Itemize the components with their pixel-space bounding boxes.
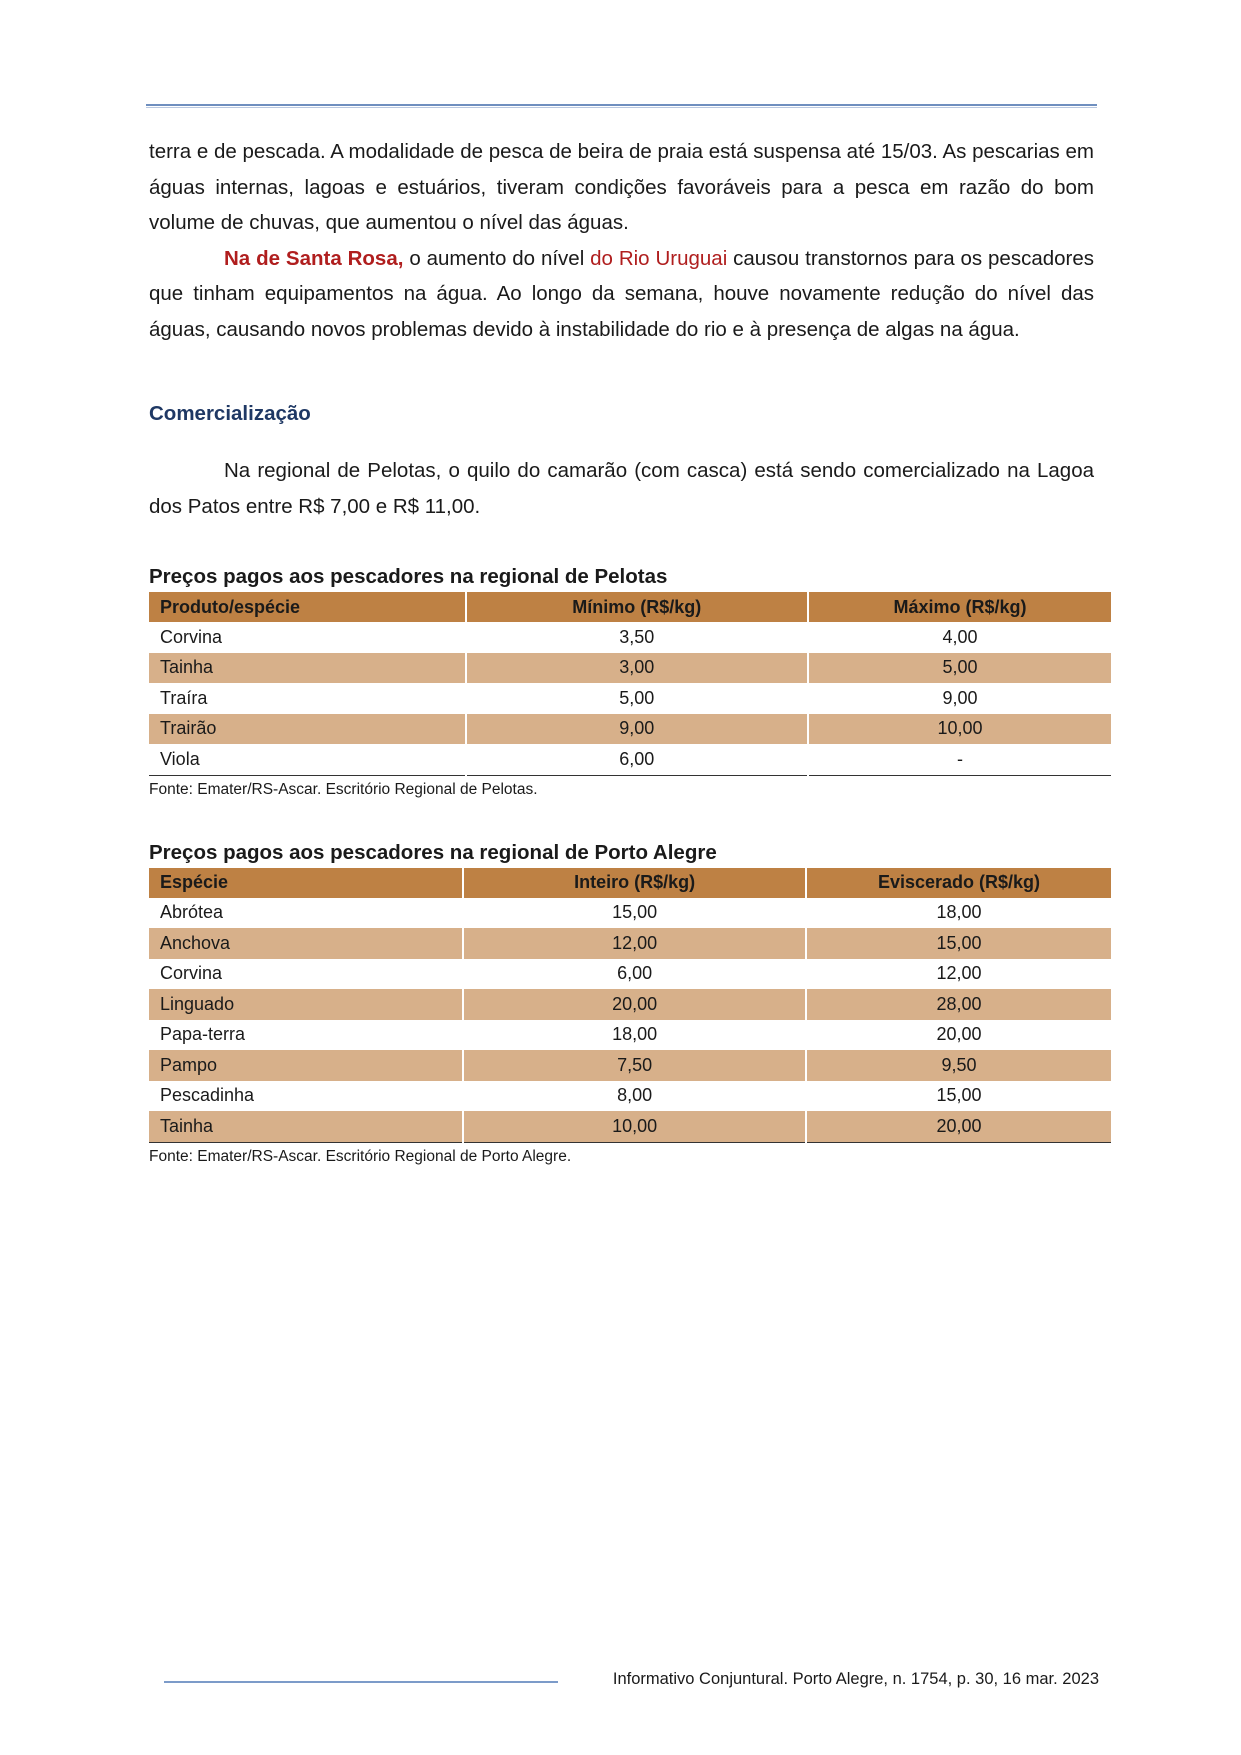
table-row (149, 898, 1111, 929)
cell-max: 9,00 (942, 687, 978, 708)
cell-species: Trairão (149, 714, 466, 745)
cell-species: Corvina (149, 959, 463, 990)
cell-species: Pampo (149, 1050, 463, 1081)
table-row (149, 714, 1111, 745)
cell-species: Anchova (149, 928, 463, 959)
pelotas-price-table (149, 592, 1111, 776)
table1-title: Preços pagos aos pescadores na regional de Pelotas (149, 565, 668, 588)
table-header-row (149, 592, 1111, 622)
cell-whole: 18,00 (463, 1020, 806, 1051)
table-row (149, 928, 1111, 959)
cell-species: Papa-terra (149, 1020, 463, 1051)
column-header-whole: Inteiro (R$/kg) (463, 868, 806, 898)
table-row (149, 653, 1111, 684)
page-content (149, 134, 1094, 1167)
cell-whole: 20,00 (463, 989, 806, 1020)
cell-min: 6,00 (466, 744, 808, 775)
paragraph-1: terra e de pescada. A modalidade de pesca de beira de praia está suspensa até 15/03. As pescarias em águas internas, lagoas e estuários, tiveram condições favoráveis para a pesca em razão do bom volume de chuvas, que aumentou o nível das águas. (149, 140, 1094, 234)
cell-species: Corvina (149, 622, 466, 653)
cell-whole: 10,00 (463, 1111, 806, 1142)
cell-gutted: 12,00 (936, 963, 982, 984)
table-row (149, 959, 1111, 990)
table2-source: Fonte: Emater/RS-Ascar. Escritório Regional de Porto Alegre. (149, 1147, 572, 1165)
paragraph-2-rest: causou transtornos para os pescadores que tinham equipamentos na água. Ao longo da semana, houve novamente redução do nível das águas, causando novos problemas devido à instabilidade do rio e à presença de algas na água. (149, 246, 1094, 341)
cell-min: 3,00 (466, 653, 808, 684)
cell-species: Linguado (149, 989, 463, 1020)
table-row (149, 989, 1111, 1020)
cell-max: 4,00 (942, 626, 978, 647)
rio-uruguai-text: do Rio Uruguai (590, 246, 728, 270)
table-row (149, 744, 1111, 775)
cell-whole: 12,00 (463, 928, 806, 959)
cell-gutted: 9,50 (806, 1050, 1111, 1081)
table-row (149, 683, 1111, 714)
porto-alegre-price-table (149, 868, 1111, 1143)
cell-min: 5,00 (466, 683, 808, 714)
cell-max: 10,00 (808, 714, 1111, 745)
paragraph-2-mid: o aumento do nível (403, 246, 591, 270)
column-header-min: Mínimo (R$/kg) (466, 592, 808, 622)
cell-min: 9,00 (466, 714, 808, 745)
cell-gutted: 15,00 (806, 928, 1111, 959)
cell-gutted: 18,00 (936, 902, 982, 923)
column-header-max: Máximo (R$/kg) (808, 592, 1111, 622)
cell-whole: 6,00 (463, 959, 806, 990)
cell-max: 5,00 (808, 653, 1111, 684)
paragraph-2 (149, 241, 1094, 348)
footer-rule (164, 1681, 558, 1683)
section-paragraph: Na regional de Pelotas, o quilo do camarão (com casca) está sendo comercializado na Lagoa dos Patos entre R$ 7,00 e R$ 11,00. (149, 459, 1094, 518)
table-row (149, 1111, 1111, 1142)
cell-whole: 7,50 (463, 1050, 806, 1081)
column-header-product: Produto/espécie (149, 592, 466, 622)
footer-citation: Informativo Conjuntural. Porto Alegre, n. 1754, p. 30, 16 mar. 2023 (612, 1670, 1099, 1688)
cell-min: 3,50 (466, 622, 808, 653)
santa-rosa-lead: Na de Santa Rosa, (224, 246, 404, 270)
cell-gutted: 15,00 (936, 1085, 982, 1106)
table-row (149, 1020, 1111, 1051)
table-row (149, 622, 1111, 653)
header-rule (146, 104, 1097, 106)
cell-species: Pescadinha (149, 1081, 463, 1112)
column-header-species: Espécie (149, 868, 463, 898)
cell-gutted: 20,00 (936, 1024, 982, 1045)
cell-species: Traíra (149, 683, 466, 714)
cell-species: Tainha (149, 1111, 463, 1142)
table1-source: Fonte: Emater/RS-Ascar. Escritório Regional de Pelotas. (149, 780, 538, 798)
cell-max: - (808, 744, 1111, 775)
cell-gutted: 20,00 (806, 1111, 1111, 1142)
column-header-gutted: Eviscerado (R$/kg) (806, 868, 1111, 898)
section-title-comercializacao: Comercialização (149, 402, 311, 425)
cell-gutted: 28,00 (806, 989, 1111, 1020)
cell-whole: 15,00 (463, 898, 806, 929)
table-row (149, 1050, 1111, 1081)
cell-species: Abrótea (149, 898, 463, 929)
cell-species: Tainha (149, 653, 466, 684)
table-row (149, 1081, 1111, 1112)
cell-whole: 8,00 (463, 1081, 806, 1112)
table-header-row (149, 868, 1111, 898)
table2-title: Preços pagos aos pescadores na regional de Porto Alegre (149, 840, 717, 864)
cell-species: Viola (149, 744, 466, 775)
